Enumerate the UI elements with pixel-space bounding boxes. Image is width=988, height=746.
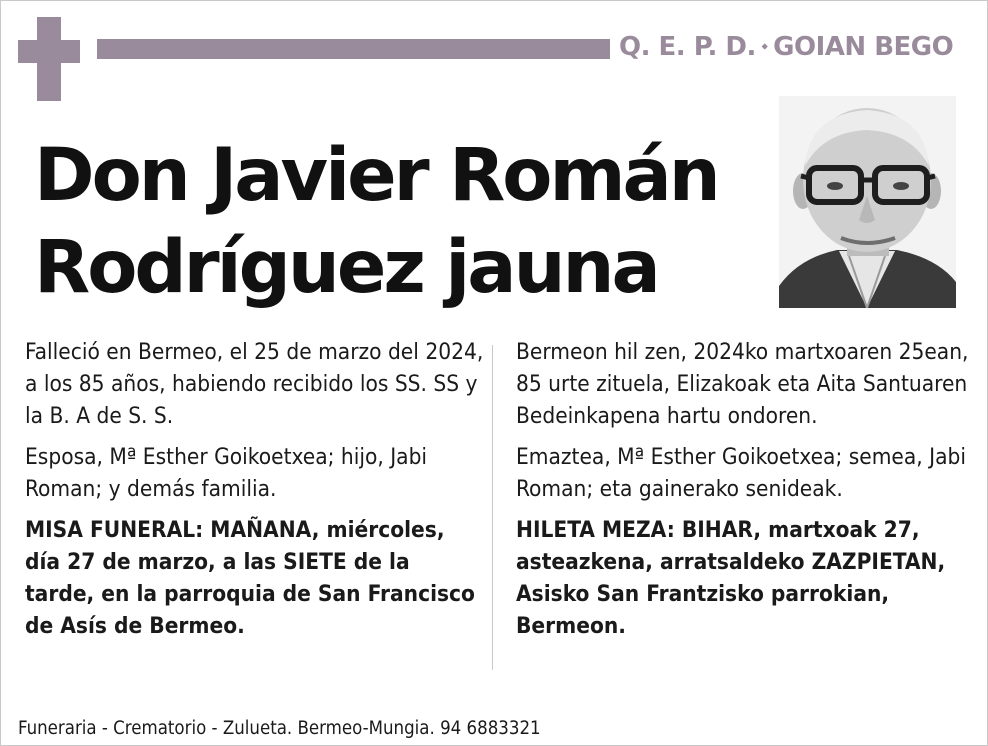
qepd-label: Q. E. P. D. [619,32,756,62]
cross-icon-horizontal [18,40,80,63]
spanish-family-paragraph: Esposa, Mª Esther Goikoetxea; hijo, Jabi Roman; y demás familia. [25,444,428,502]
deceased-name-line1: Don Javier Román [34,133,718,218]
goian-bego-label: GOIAN BEGO [773,32,954,62]
header-tag [619,32,953,62]
portrait-photo [779,96,956,308]
spanish-funeral-paragraph: MISA FUNERAL: MAÑANA, miércoles, día 27 de marzo, a las SIETE de la tarde, en la parroquia de San Francisco de Asís de Bermeo. [25,517,475,639]
basque-death-paragraph: Bermeon hil zen, 2024ko martxoaren 25ean, 85 urte zituela, Elizakoak eta Aita Santuaren Bedeinkapena hartu ondoren. [516,339,969,429]
basque-family-paragraph: Emaztea, Mª Esther Goikoetxea; semea, Jabi Roman; eta gainerako senideak. [516,444,966,502]
basque-column [516,336,971,651]
basque-funeral-paragraph: HILETA MEZA: BIHAR, martxoak 27, asteazkena, arratsaldeko ZAZPIETAN, Asisko San Frantzisko parrokian, Bermeon. [516,517,946,639]
deceased-name [34,130,718,314]
deceased-name-line2: Rodríguez jauna [34,225,658,310]
header-bar [97,39,610,59]
spanish-column [25,336,485,651]
funeral-home-footer: Funeraria - Crematorio - Zulueta. Bermeo-Mungia. 94 6883321 [18,718,541,739]
column-divider [492,345,493,670]
spanish-death-paragraph: Falleció en Bermeo, el 25 de marzo del 2024, a los 85 años, habiendo recibido los SS. SS y la B. A de S. S. [25,339,484,429]
portrait-icon [779,96,956,308]
diamond-icon: ⬩ [761,36,768,55]
